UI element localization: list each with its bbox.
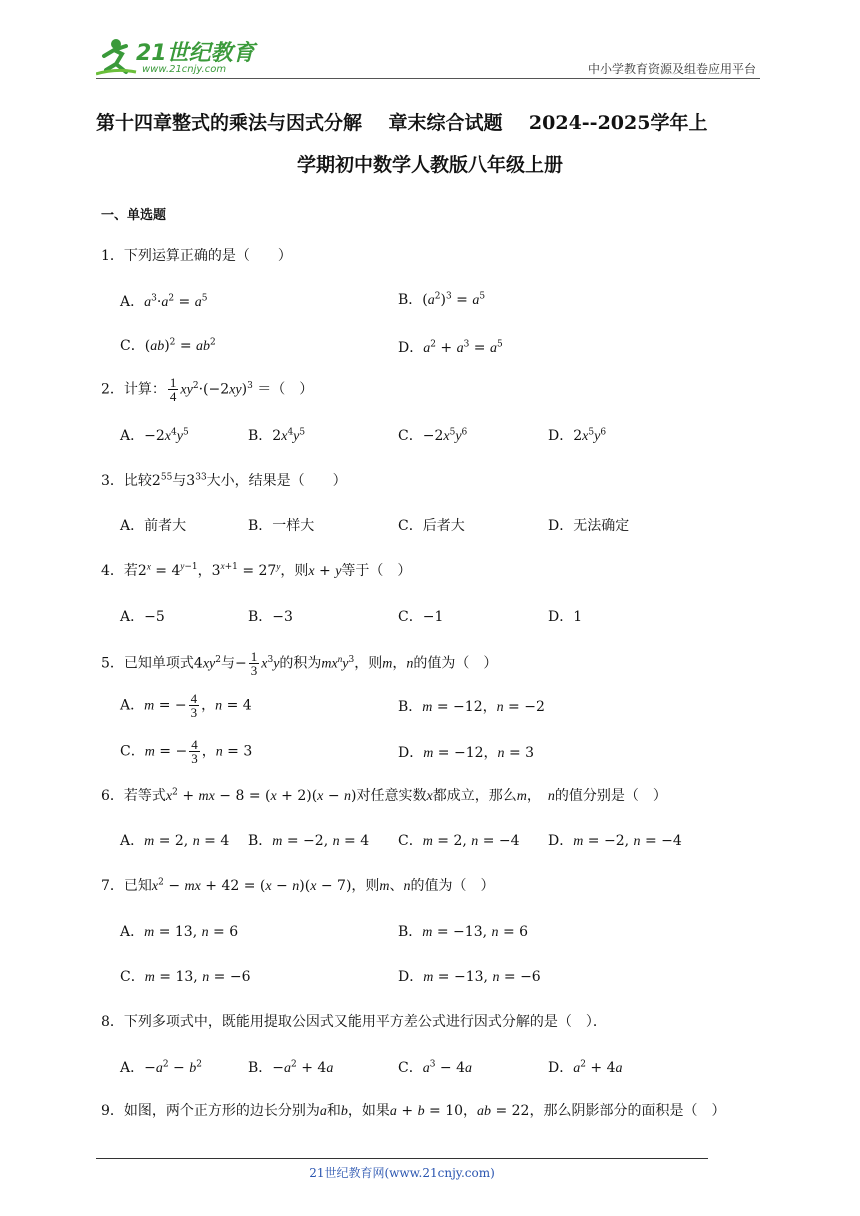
q8-option-a[interactable]: A．$-a^2 - b^2$ [120, 1059, 202, 1076]
footer-divider [96, 1158, 708, 1159]
q1-option-a[interactable]: A．$a^3\cdot a^2 = a^5$ [120, 293, 208, 310]
q1-option-b[interactable]: B．$(a^2)^3 = a^5$ [398, 291, 486, 308]
q1-option-c[interactable]: C．$(ab)^2 = ab^2$ [120, 337, 216, 354]
q4-option-b[interactable]: B．−3 [248, 609, 293, 625]
q2-option-d[interactable]: D．$2x^5y^6$ [548, 427, 607, 444]
q3-option-b[interactable]: B．一样大 [248, 518, 315, 534]
page-title-line1: 第十四章整式的乘法与因式分解 章末综合试题 2024--2025学年上 [96, 112, 708, 134]
q2-option-b[interactable]: B．$2x^4y^5$ [248, 427, 306, 444]
question-9: 9．如图，两个正方形的边长分别为a和b，如果a + b = 10，ab = 22，那么阴影部分的面积是（ ） [101, 1103, 726, 1119]
q5-option-b[interactable]: B．m = −12，n = −2 [398, 699, 545, 715]
section-heading: 一、单选题 [101, 208, 167, 223]
q5-option-a[interactable]: A．m = − $\frac{4}{3}$ ，n = 4 [120, 691, 252, 720]
question-5: 5．已知单项式$4xy^2$与− $\frac{1}{3}$ $x^3y$的积为$mx^ny^3$，则m，n的值为（ ） [101, 649, 498, 678]
q7-option-a[interactable]: A．m = 13, n = 6 [120, 924, 239, 940]
q6-option-b[interactable]: B．m = −2, n = 4 [248, 833, 370, 849]
q6-option-c[interactable]: C．m = 2, n = −4 [398, 833, 520, 849]
q6-option-a[interactable]: A．m = 2, n = 4 [120, 833, 230, 849]
q1-option-d[interactable]: D．$a^2 + a^3 = a^5$ [398, 339, 503, 356]
question-3: 3．比较$2^{55}$与$3^{33}$大小，结果是（ ） [101, 472, 347, 489]
question-4: 4．若$2^x = 4^{y-1}$，$3^{x+1} = 27^y$，则x + y等于（ ） [101, 561, 412, 579]
q4-option-d[interactable]: D．1 [548, 609, 583, 625]
header-divider [96, 78, 760, 79]
q7-option-d[interactable]: D．m = −13, n = −6 [398, 969, 541, 985]
q6-option-d[interactable]: D．m = −2, n = −4 [548, 833, 682, 849]
q7-option-b[interactable]: B．m = −13, n = 6 [398, 924, 529, 940]
question-7: 7．已知$x^2$ − mx + 42 = (x − n)(x − 7)，则m、n的值为（ ） [101, 877, 495, 894]
q8-option-c[interactable]: C．$a^3 - 4a$ [398, 1059, 472, 1076]
q3-option-d[interactable]: D．无法确定 [548, 518, 630, 534]
q8-option-d[interactable]: D．$a^2 + 4a$ [548, 1059, 623, 1076]
q8-option-b[interactable]: B．$-a^2 + 4a$ [248, 1059, 334, 1076]
question-2: 2．计算： $\frac{1}{4}$ $xy^2\cdot(-2xy)^3$ ＝（ ） [101, 375, 314, 404]
q5-option-d[interactable]: D．m = −12，n = 3 [398, 745, 535, 761]
q3-option-a[interactable]: A．前者大 [120, 518, 187, 534]
footer-text: 21世纪教育网(www.21cnjy.com) [309, 1166, 495, 1180]
q2-option-c[interactable]: C．$-2x^5y^6$ [398, 427, 468, 444]
site-logo [96, 34, 266, 80]
logo-text: 21世纪教育 [136, 41, 255, 66]
logo-url: www.21cnjy.com [142, 64, 227, 75]
q3-option-c[interactable]: C．后者大 [398, 518, 465, 534]
page-title-line2: 学期初中数学人教版八年级上册 [296, 154, 563, 176]
q7-option-c[interactable]: C．m = 13, n = −6 [120, 969, 251, 985]
q2-option-a[interactable]: A．$-2x^4y^5$ [120, 427, 189, 444]
q4-option-a[interactable]: A．−5 [120, 609, 165, 625]
question-6: 6．若等式$x^2$ + mx − 8 = (x + 2)(x − n)对任意实数x都成立，那么m， n的值分别是（ ） [101, 787, 667, 804]
question-1: 1．下列运算正确的是（ ） [101, 248, 292, 264]
question-8: 8．下列多项式中，既能用提取公因式又能用平方差公式进行因式分解的是（ ）． [101, 1014, 607, 1030]
header-platform-text: 中小学教育资源及组卷应用平台 [587, 62, 756, 76]
q4-option-c[interactable]: C．−1 [398, 609, 444, 625]
q5-option-c[interactable]: C．m = − $\frac{4}{3}$ ，n = 3 [120, 737, 253, 766]
